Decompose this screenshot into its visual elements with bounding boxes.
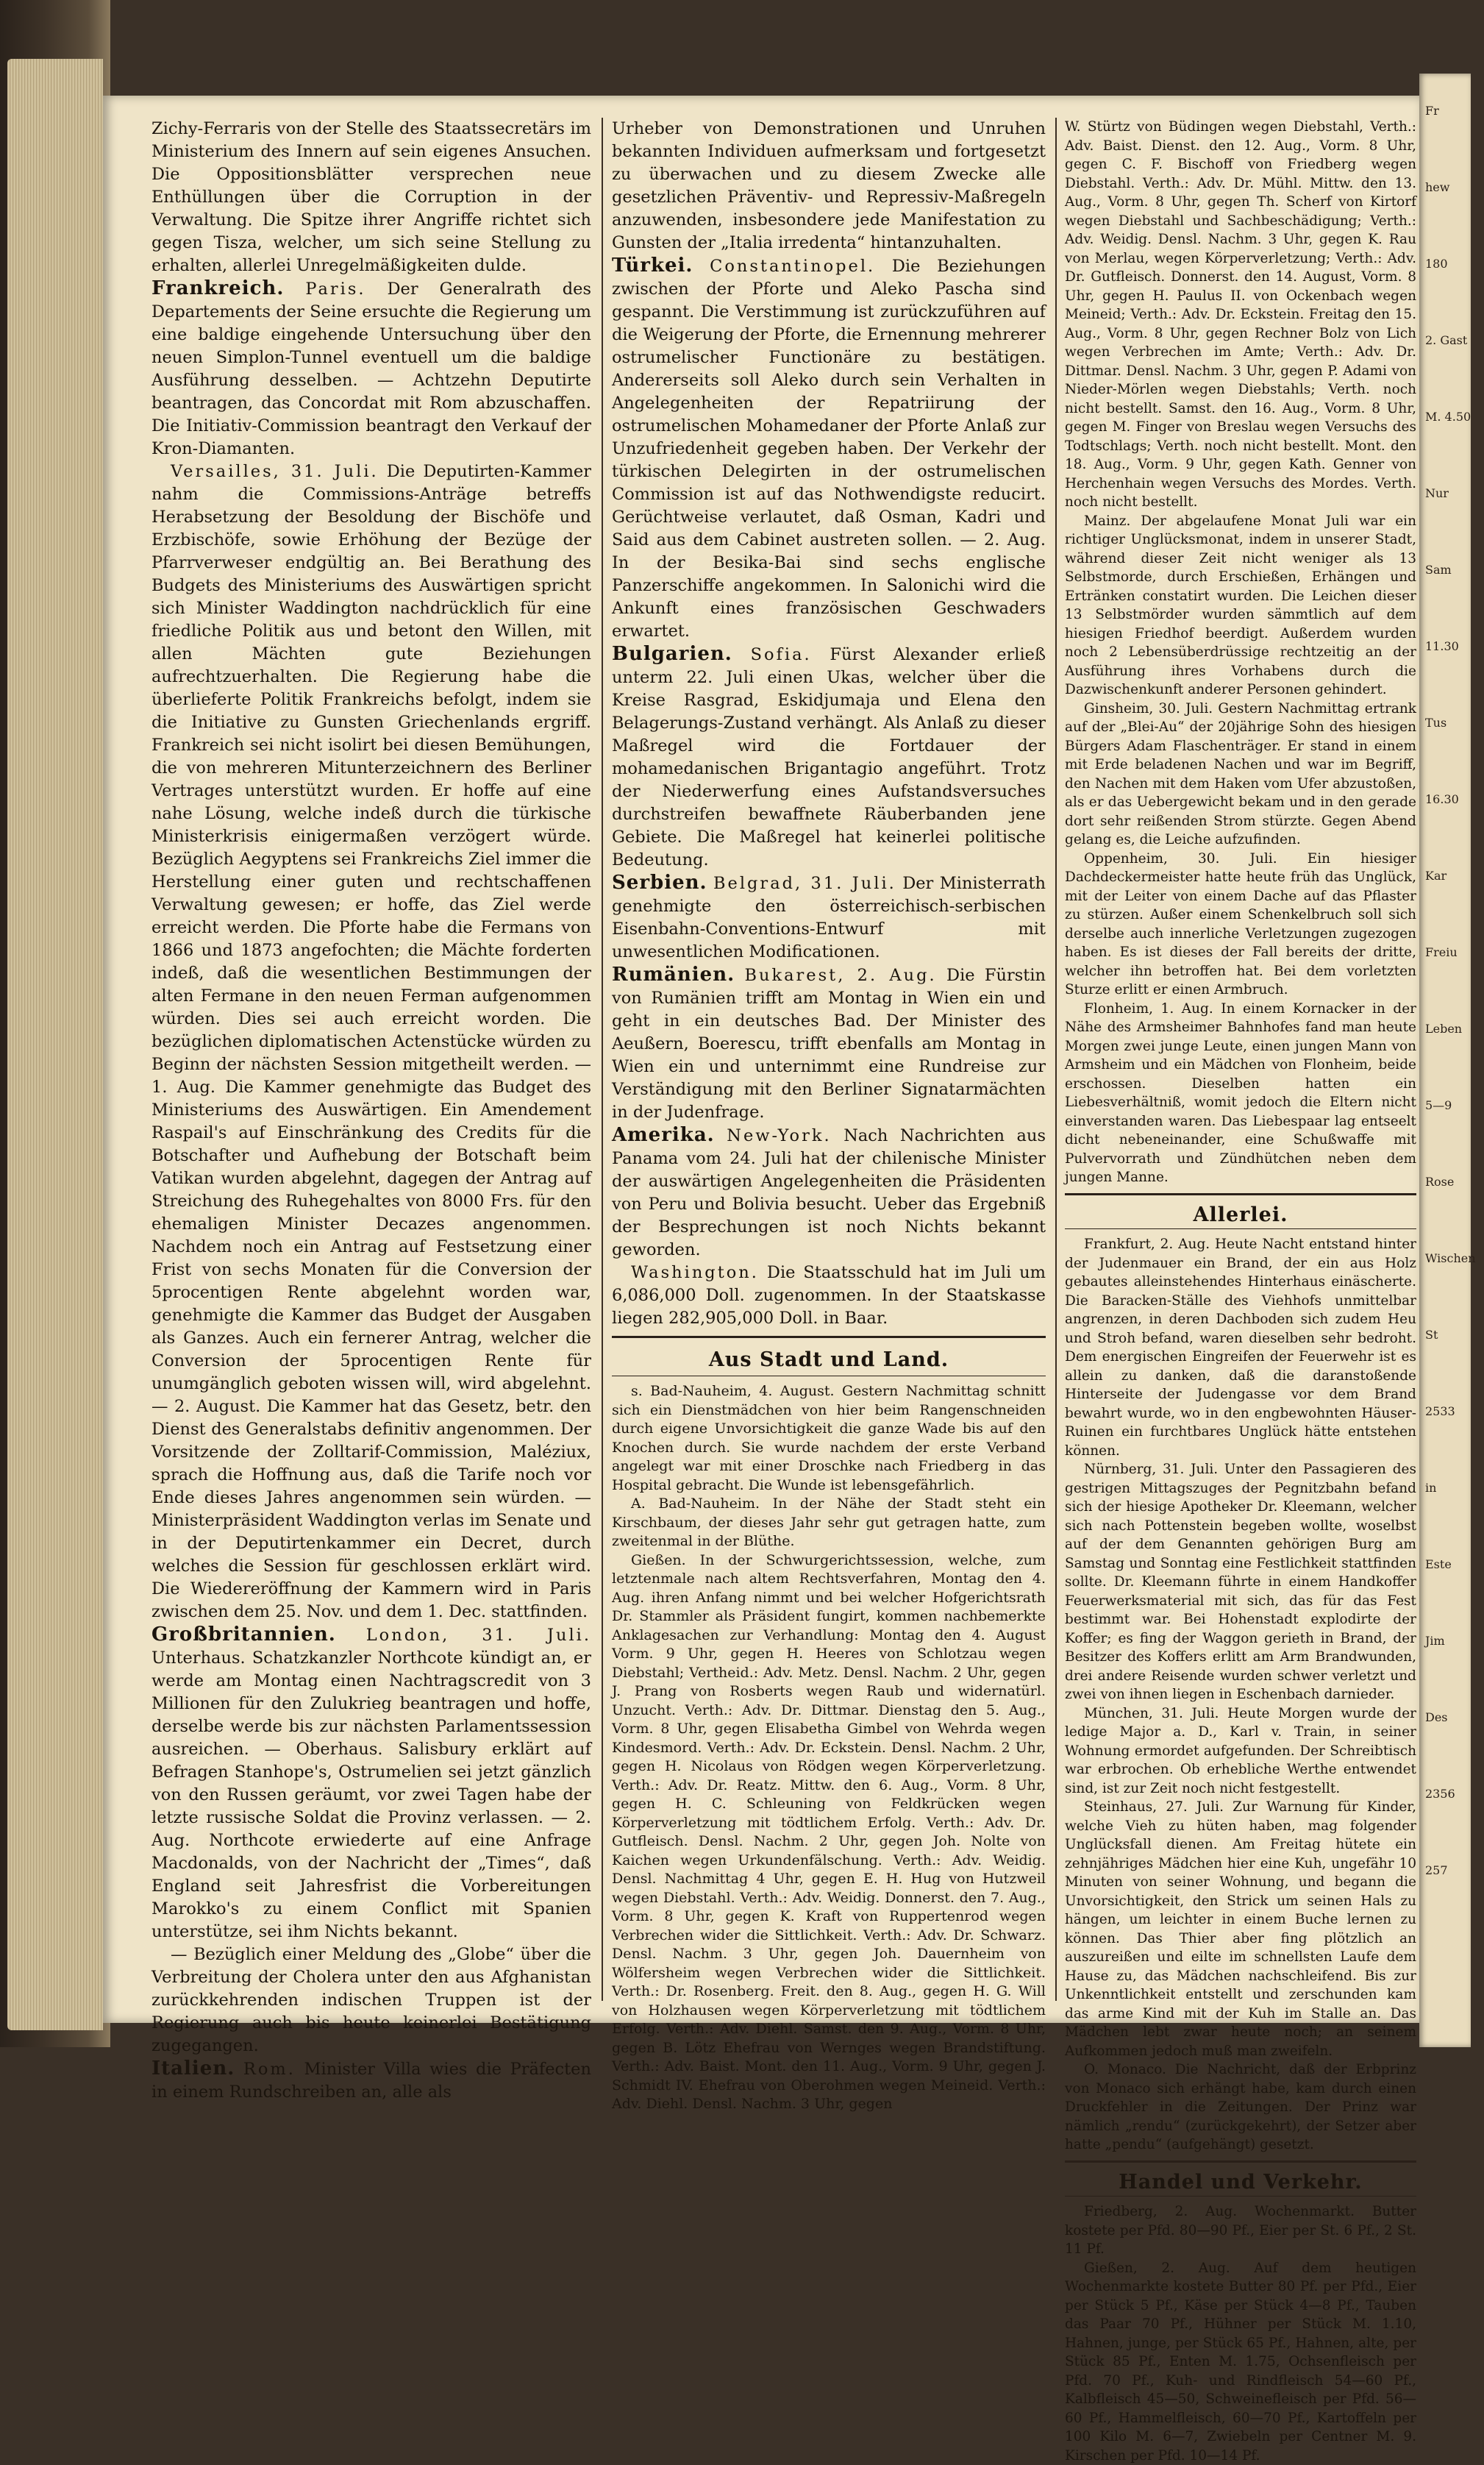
dateline: Versailles, 31. Juli. — [171, 462, 379, 481]
section-heading: Amerika. — [612, 1124, 715, 1146]
adjacent-page-text-fragment: in — [1425, 1480, 1484, 1496]
adjacent-page-text-fragment: 2. Gast — [1425, 332, 1484, 349]
section-heading: Rumänien. — [612, 964, 735, 986]
dateline: Sofia. — [751, 645, 812, 664]
adjacent-page-text-fragment: Tus — [1425, 715, 1484, 731]
adjacent-page-text-fragment: Este — [1425, 1557, 1484, 1573]
section-divider — [1065, 2196, 1416, 2197]
article-bulgarien — [612, 643, 1046, 872]
column-1 — [151, 118, 591, 2001]
column-rule — [1055, 118, 1057, 2001]
section-title: Handel und Verkehr. — [1065, 2173, 1416, 2192]
adjacent-page-text-fragment: hew — [1425, 179, 1484, 196]
column-rule — [602, 118, 603, 2001]
article-frankreich — [151, 277, 591, 460]
dateline: Rom. — [243, 2060, 296, 2079]
local-news-item: A. Bad-Nauheim. In der Nähe der Stadt steht ein Kirschbaum, der dieses Jahr sehr gut getragen hatte, zum zweitenmal in der Blüthe. — [612, 1495, 1046, 1551]
article-text: Die Deputirten-Kammer nahm die Commissions-Anträge betreffs Herabsetzung der Besoldung der Bischöfe und Erzbischöfe, sowie Erhöhung der Bezüge der Pfarrverweser endgültig an. Bei Berathung des Budgets des Ministeriums des Auswärtigen spricht sich Minister Waddington nachdrücklich für eine friedliche Politik aus und betont den Willen, mit allen Mächten gute Beziehungen aufrechtzuerhalten. Die Regierung habe die überlieferte Politik Frankreichs befolgt, indem sie die Initiative zu Gunsten Griechenlands ergriff. Frankreich sei nicht isolirt bei diesen Bemühungen, die von mehreren Mitunterzeichnern des Berliner Vertrages unterstützt wurden. Er hoffe auf eine nahe Lösung, welche indeß durch die türkische Ministerkrisis einigermaßen verzögert würde. Bezüglich Aegyptens sei Frankreichs Ziel immer die Herstellung einer guten und rechtschaffenen Verwaltung gewesen; er hoffe, das Ziel werde erreicht werden. Die Pforte habe die Fermans von 1866 und 1873 angefochten; die Mächte forderten indeß, daß die wesentlichen Bestimmungen der alten Fermane in den neuen Ferman aufgenommen würden. Dies sei auch erreicht worden. Die bezüglichen diplomatischen Actenstücke würden zu Beginn der nächsten Session mitgetheilt werden. — 1. Aug. Die Kammer genehmigte das Budget des Ministeriums des Auswärtigen. Ein Amendement Raspail's auf Einschränkung des Credits für die Botschafter und Aufhebung der Botschaft beim Vatikan wurden abgelehnt, dagegen der Antrag auf Streichung des Ruhegehaltes von 8000 Frs. für den ehemaligen Minister Decazes angenommen. Nachdem noch ein Antrag auf Festsetzung einer Frist von sechs Monaten für die Conversion der 5procentigen Rente abgelehnt worden war, genehmigte die Kammer das Budget der Ausgaben als Ganzes. Auch ein fernerer Antrag, welcher die Conversion der 5procentigen Rente für unumgänglich geboten wissen will, wird abgelehnt. — 2. August. Die Kammer hat das Gesetz, betr. den Dienst des Generalstabs definitiv angenommen. Der Vorsitzende der Zolltarif-Commission, Maléziux, sprach die Hoffnung aus, daß die Tarife noch vor Ende dieses Jahres angenommen sein würden. — Ministerpräsident Waddington verlas im Senate und in der Deputirtenkammer ein Decret, durch welches die Session für geschlossen erklärt wird. Die Wiedereröffnung der Kammern wird in Paris zwischen dem 25. Nov. und dem 1. Dec. stattfinden. — [151, 462, 591, 1621]
article-washington — [612, 1262, 1046, 1330]
section-heading: Serbien. — [612, 872, 707, 894]
adjacent-page-text-fragment: St — [1425, 1327, 1484, 1343]
local-news-item: W. Stürtz von Büdingen wegen Diebstahl, Verth.: Adv. Baist. Dienst. den 12. Aug., Vorm. 8 Uhr, gegen C. F. Bischoff von Friedberg wegen Diebstahl. Verth.: Adv. Dr. Mühl. Mittw. den 13. Aug., Vorm. 8 Uhr, gegen Th. Scherf von Kirtorf wegen Diebstahl und Sachbeschädigung; Verth.: Adv. Weidig. Densl. Nachm. 3 Uhr, gegen K. Rau von Merlau, wegen Körperverletzung; Verth.: Adv. Dr. Gutfleisch. Donnerst. den 14. August, Vorm. 8 Uhr, gegen H. Paulus II. von Ockenbach wegen Meineid; Verth.: Adv. Dr. Eckstein. Freitag den 15. Aug., Vorm. 8 Uhr, gegen Rechner Bolz von Lich wegen Verbrechen im Amte; Verth.: Adv. Dr. Dittmar. Densl. Nachm. 3 Uhr, gegen P. Adami von Nieder-Mörlen wegen Diebstahls; Verth. noch nicht bestellt. Samst. den 16. Aug., Vorm. 8 Uhr, gegen M. Finger von Breslau wegen Versuchs des Todtschlags; Verth. noch nicht bestellt. Mont. den 18. Aug., Vorm. 9 Uhr, gegen Kath. Genner von Herchenhain wegen Versuchs des Mordes. Verth. noch nicht bestellt. — [1065, 118, 1416, 512]
article-rumaenien — [612, 964, 1046, 1124]
market-report: Gießen, 2. Aug. Auf dem heutigen Wochenmarkte kostete Butter 80 Pf. per Pfd., Eier per Stück 5 Pf., Käse per Stück 4—8 Pf., Tauben das Paar 70 Pf., Hühner per Stück M. 1.10, Hahnen, junge, per Stück 65 Pf., Hahnen, alte, per Stück 85 Pf., Enten M. 1.75, Ochsenfleisch per Pfd. 70 Pf., Kuh- und Rindfleisch 54—60 Pf., Kalbfleisch 45—50, Schweinefleisch per Pfd. 56—60 Pf., Hammelfleisch, 60—70 Pf., Kartoffeln per 100 Kilo M. 6—7, Zwiebeln per Centner M. 9. Kirschen per Pfd. 10—14 Pf. — [1065, 2259, 1416, 2465]
local-news-item: Mainz. Der abgelaufene Monat Juli war ein richtiger Unglücksmonat, indem in unserer Stadt, während dieser Zeit nicht weniger als 13 Selbstmorde, durch Erschießen, Erhängen und Ertränken constatirt wurden. Die Leichen dieser 13 Selbstmörder wurden sämmtlich auf dem hiesigen Friedhof beerdigt. Außerdem wurden noch 2 Lebensüberdrüssige rechtzeitig an der Ausführung ihres Vorhabens durch die Dazwischenkunft anderer Personen gehindert. — [1065, 512, 1416, 700]
section-title: Allerlei. — [1065, 1206, 1416, 1225]
adjacent-page-edge — [1419, 74, 1471, 2047]
adjacent-page-text-fragment: Des — [1425, 1710, 1484, 1726]
article-text: Unterhaus. Schatzkanzler Northcote kündigt an, er werde am Montag einen Nachtragscredit von 3 Millionen für den Zulukrieg beantragen und hoffe, derselbe werde bis zur nächsten Parlamentssession ausreichen. — Oberhaus. Salisbury erklärt auf Befragen Stanhope's, Ostrumelien sei jetzt gänzlich von den Russen geräumt, vor zwei Tagen habe der letzte russische Soldat die Provinz verlassen. — 2. Aug. Northcote erwiederte auf eine Anfrage Macdonalds, von der Nachricht der „Times“, daß England seit Jahresfrist die Vorbereitungen Marokko's zu einem Conflict mit Spanien unterstütze, sei ihm Nichts bekannt. — [151, 1648, 591, 1941]
section-divider — [1065, 1228, 1416, 1229]
article-text: Die Fürstin von Rumänien trifft am Montag in Wien ein und geht in ein deutsches Bad. Der Minister des Aeußern, Boerescu, trifft ebenfalls am Montag in Wien ein und unternimmt eine Rundreise zur Verständigung mit den Berliner Signatarmächten in der Judenfrage. — [612, 966, 1046, 1122]
section-heading: Bulgarien. — [612, 643, 732, 665]
dateline: Bukarest, 2. Aug. — [744, 966, 936, 985]
adjacent-page-text-fragment: M. 4.50 — [1425, 409, 1484, 425]
adjacent-page-text-fragment: 2533 — [1425, 1404, 1484, 1420]
section-divider — [1065, 2160, 1416, 2163]
local-news-item: Ginsheim, 30. Juli. Gestern Nachmittag ertrank auf der „Blei-Au“ der 20jährige Sohn des hiesigen Bürgers Adam Flaschenträger. Er stand in einem mit Erde beladenen Nachen und war im Begriff, den Nachen mit dem Haken vom Ufer abzustoßen, als er das Uebergewicht bekam und in den gerade dort sehr reißenden Strom stürzte. Gegen Abend gelang es, die Leiche aufzufinden. — [1065, 700, 1416, 850]
adjacent-page-text-fragment: Fr — [1425, 103, 1484, 119]
article-italien — [151, 2057, 591, 2104]
dateline: Belgrad, 31. Juli. — [713, 874, 896, 893]
local-news-item: Oppenheim, 30. Juli. Ein hiesiger Dachdeckermeister hatte heute früh das Unglück, mit der Leiter von einem Dache auf das Pflaster zu stürzen. Außer einem Schenkelbruch soll sich derselbe auch innerliche Verletzungen zugezogen haben. Es ist dieses der Fall bereits der dritte, welcher ihn betroffen hat. Bei dem vorletzten Sturze erlitt er einen Armbruch. — [1065, 850, 1416, 1000]
column-2 — [612, 118, 1046, 2001]
page-edges — [7, 59, 103, 2030]
article-text: Fürst Alexander erließ unterm 22. Juli einen Ukas, welcher über die Kreise Rasgrad, Eskidjumaja und Elena den Belagerungs-Zustand verhängt. Als Anlaß zu dieser Maßregel wird die Fortdauer der mohamedanischen Brigantagio angeführt. Trotz der Niederwerfung eines Aufstandsversuches durchstreifen bewaffnete Räuberbanden jene Gebiete. Die Maßregel hat keinerlei politische Bedeutung. — [612, 645, 1046, 869]
section-heading: Großbritannien. — [151, 1623, 336, 1646]
section-divider — [612, 1336, 1046, 1338]
adjacent-page-text-fragment: 2356 — [1425, 1786, 1484, 1802]
adjacent-page-text-fragment: 257 — [1425, 1863, 1484, 1879]
article-grossbritannien — [151, 1623, 591, 1943]
adjacent-page-text-fragment: 180 — [1425, 256, 1484, 272]
article-text: Die Beziehungen zwischen der Pforte und Aleko Pascha sind gespannt. Die Verstimmung ist zurückzuführen auf die Weigerung der Pforte, die Ernennung mehrerer ostrumelischer Functionäre zu bestätigen. Andererseits soll Aleko durch sein Verhalten in Angelegenheiten der Repatriirung der ostrumelischen Mohamedaner der Pforte Anlaß zur Unzufriedenheit gegeben haben. Der Verkehr der türkischen Delegirten in der ostrumelischen Commission ist auf das Nothwendigste reducirt. Gerüchtweise verlautet, daß Osman, Kadri und Said aus dem Cabinet austreten sollen. — 2. Aug. In der Besika-Bai sind sechs englische Panzerschiffe angekommen. In Salonichi wird die Ankunft eines französischen Geschwaders erwartet. — [612, 257, 1046, 641]
column-3 — [1065, 118, 1416, 2001]
article-paragraph: — Bezüglich einer Meldung des „Globe“ über die Verbreitung der Cholera unter den aus Afghanistan zurückkehrenden indischen Truppen ist der Regierung auch bis heute keinerlei Bestätigung zugegangen. — [151, 1943, 591, 2057]
article-versailles — [151, 460, 591, 1623]
misc-news-item: München, 31. Juli. Heute Morgen wurde der ledige Major a. D., Karl v. Train, in seiner Wohnung ermordet aufgefunden. Der Schreibtisch war erbrochen. Ob erhebliche Werthe entwendet sind, ist zur Zeit noch nicht festgestellt. — [1065, 1704, 1416, 1799]
article-text: Nach Nachrichten aus Panama vom 24. Juli hat der chilenische Minister der auswärtigen Angelegenheiten die Präsidenten von Peru und Bolivia besucht. Ueber das Ergebniß der Besprechungen ist noch Nichts bekannt geworden. — [612, 1126, 1046, 1259]
dateline: Washington. — [631, 1263, 759, 1282]
article-amerika — [612, 1124, 1046, 1262]
article-text: Der Generalrath des Departements der Seine ersuchte die Regierung um eine baldige eingehende Untersuchung über den neuen Simplon-Tunnel eventuell um die baldige Ausführung desselben. — Achtzehn Deputirte beantragen, das Concordat mit Rom abzuschaffen. Die Initiativ-Commission beantragt den Verkauf der Kron-Diamanten. — [151, 280, 591, 458]
section-heading: Frankreich. — [151, 277, 284, 299]
adjacent-page-text-fragment: 5—9 — [1425, 1098, 1484, 1114]
adjacent-page-text-fragment: Leben — [1425, 1021, 1484, 1037]
newspaper-page — [103, 96, 1419, 2023]
article-paragraph: Zichy-Ferraris von der Stelle des Staatssecretärs im Ministerium des Innern auf sein eigenes Ansuchen. Die Oppositionsblätter versprechen neue Enthüllungen über die Corruption in der Verwaltung. Die Spitze ihrer Angriffe richtet sich gegen Tisza, welcher, um sich seine Stellung zu erhalten, allerlei Unregelmäßigkeiten dulde. — [151, 118, 591, 277]
dateline: Constantinopel. — [710, 257, 875, 276]
misc-news-item: O. Monaco. Die Nachricht, daß der Erbprinz von Monaco sich erhängt habe, kam durch einen Druckfehler in die Zeitungen. Der Prinz war nämlich „rendu“ (zurückgekehrt), der Setzer aber hatte „pendu“ (aufgehängt) gesetzt. — [1065, 2060, 1416, 2155]
adjacent-page-text-fragment: Rose — [1425, 1174, 1484, 1190]
misc-news-item: Nürnberg, 31. Juli. Unter den Passagieren des gestrigen Mittagszuges der Pegnitzbahn befand sich der hiesige Apotheker Dr. Kleemann, welcher sich nach Pottenstein begeben wollte, woselbst auf der dem Genannten gehörigen Burg am Samstag und Sonntag eine Festlichkeit stattfinden sollte. Dr. Kleemann führte in einem Handkoffer Feuerwerksmaterial mit sich, das für das Fest bestimmt war. Bei Hohenstadt explodirte der Koffer; es fing der Waggon gerieth in Brand, der Besitzer des Koffers erlitt am Arm Brandwunden, drei andere Reisende wurden schwer verletzt und zwei von ihnen liegen in Eschenbach darnieder. — [1065, 1460, 1416, 1704]
article-text: Die Staatsschuld hat im Juli um 6,086,000 Doll. zugenommen. In der Staatskasse liegen 282,905,000 Doll. in Baar. — [612, 1263, 1046, 1328]
article-paragraph: Urheber von Demonstrationen und Unruhen bekannten Individuen aufmerksam und fortgesetzt zu überwachen und zu diesem Zwecke alle gesetzlichen Präventiv- und Repressiv-Maßregeln anzuwenden, insbesondere jede Manifestation zu Gunsten der „Italia irredenta“ hintanzuhalten. — [612, 118, 1046, 255]
article-text: Minister Villa wies die Präfecten in einem Rundschreiben an, alle als — [151, 2060, 591, 2102]
misc-news-item: Steinhaus, 27. Juli. Zur Warnung für Kinder, welche Vieh zu hüten haben, mag folgender Unglücksfall dienen. Am Freitag hütete ein zehnjähriges Mädchen hier eine Kuh, ungefähr 10 Minuten von seiner Wohnung, und begann die Unvorsichtigkeit, den Strick um seinen Hals zu hängen, um leichter in einem Buche lernen zu können. Das Thier aber fing plötzlich an auszureißen und eilte im schnellsten Laufe dem Hause zu, das Mädchen nachschleifend. Bis zur Unkenntlichkeit entstellt und zerschunden kam das arme Kind mit der Kuh im Stalle an. Das Mädchen lebt zwar heute noch; an seinem Aufkommen jedoch muß man zweifeln. — [1065, 1798, 1416, 2060]
section-heading: Türkei. — [612, 255, 693, 277]
adjacent-page-text-fragment: 16.30 — [1425, 792, 1484, 808]
adjacent-page-text-fragment: Kar — [1425, 868, 1484, 884]
adjacent-page-text-fragment: Freiu — [1425, 945, 1484, 961]
article-text: Der Ministerrath genehmigte den österreichisch-serbischen Eisenbahn-Conventions-Entwurf mit unwesentlichen Modificationen. — [612, 874, 1046, 961]
adjacent-page-text-fragment: Nur — [1425, 485, 1484, 502]
article-serbien — [612, 872, 1046, 964]
dateline: Paris. — [305, 280, 365, 299]
article-tuerkei — [612, 255, 1046, 643]
adjacent-page-text-fragment: Wischen — [1425, 1251, 1484, 1267]
section-title: Aus Stadt und Land. — [612, 1348, 1046, 1371]
local-news-item: Flonheim, 1. Aug. In einem Kornacker in der Nähe des Armsheimer Bahnhofes fand man heute Morgen zwei junge Leute, einen jungen Mann von Armsheim und ein Mädchen von Flonheim, beide erschossen. Dieselben hatten ein Liebesverhältniß, womit jedoch die Eltern nicht einverstanden waren. Das Liebespaar lag entseelt dicht nebeneinander, eine Schußwaffe mit Pulvervorrath und Zündhütchen neben dem jungen Manne. — [1065, 1000, 1416, 1187]
misc-news-item: Frankfurt, 2. Aug. Heute Nacht entstand hinter der Judenmauer ein Brand, der ein aus Holz gebautes alleinstehendes Hinterhaus einäscherte. Die Baracken-Ställe des Viehhofs unmittelbar angrenzen, in deren Dachboden sich zudem Heu und Stroh befand, waren dieselben sehr bedroht. Dem energischen Eingreifen der Feuerwehr ist es allein zu danken, daß die daranstoßende Hinterseite der Judengasse vor dem Brand bewahrt wurde, wo in den engbewohnten Häuser-Ruinen ein furchtbares Unglück hätte entstehen können. — [1065, 1235, 1416, 1460]
market-report: Friedberg, 2. Aug. Wochenmarkt. Butter kostete per Pfd. 80—90 Pf., Eier per St. 6 Pf., 2 St. 11 Pf. — [1065, 2202, 1416, 2259]
dateline: New-York. — [727, 1126, 831, 1145]
dateline: London, 31. Juli. — [366, 1626, 591, 1645]
section-heading: Italien. — [151, 2057, 235, 2080]
adjacent-page-text-fragment: Sam — [1425, 562, 1484, 578]
adjacent-page-text-fragment: Jim — [1425, 1633, 1484, 1649]
local-news-item: Gießen. In der Schwurgerichtssession, welche, zum letztenmale nach altem Rechtsverfahren, Montag den 4. Aug. ihren Anfang nimmt und bei welcher Hofgerichtsrath Dr. Stammler als Präsident fungirt, kommen nachbemerkte Anklagesachen zur Verhandlung: Montag den 4. August Vorm. 9 Uhr, gegen H. Heeres von Schlotzau wegen Diebstahl; Vertheid.: Adv. Metz. Densl. Nachm. 2 Uhr, gegen J. Prang von Rosberts wegen Raub und widernatürl. Unzucht. Verth.: Adv. Dr. Dittmar. Dienstag den 5. Aug., Vorm. 8 Uhr, gegen Elisabetha Gimbel von Wehrda wegen Kindesmord. Verth.: Adv. Dr. Eckstein. Densl. Nachm. 2 Uhr, gegen H. Nicolaus von Rödgen wegen Körperverletzung. Verth.: Adv. Dr. Reatz. Mittw. den 6. Aug., Vorm. 8 Uhr, gegen H. C. Schleuning von Feldkrücken wegen Körperverletzung mit tödtlichem Erfolg. Verth.: Adv. Dr. Gutfleisch. Densl. Nachm. 2 Uhr, gegen Joh. Nolte von Kaichen wegen Urkundenfälschung. Verth.: Adv. Weidig. Densl. Nachmittag 4 Uhr, gegen E. H. Hug von Hutzweil wegen Diebstahl. Verth.: Adv. Weidig. Donnerst. den 7. Aug., Vorm. 8 Uhr, gegen K. Kraft von Ruppertenrod wegen Verbrechen wider die Sittlichkeit. Verth.: Adv. Dr. Schwarz. Densl. Nachm. 3 Uhr, gegen Joh. Dauernheim von Wölfersheim wegen Verbrechen wider die Sittlichkeit. Verth.: Dr. Rosenberg. Freit. den 8. Aug., gegen H. G. Will von Holzhausen wegen Körperverletzung mit tödtlichem Erfolg. Verth.: Adv. Diehl. Samst. den 9. Aug., Vorm. 8 Uhr, gegen B. Lötz Ehefrau von Wernges wegen Brandstiftung. Verth.: Adv. Baist. Mont. den 11. Aug., Vorm. 9 Uhr, gegen J. Schmidt IV. Ehefrau von Oberohmen wegen Meineid. Verth.: Adv. Diehl. Densl. Nachm. 3 Uhr, gegen — [612, 1551, 1046, 2114]
adjacent-page-text-fragment: 11.30 — [1425, 639, 1484, 655]
local-news-item: s. Bad-Nauheim, 4. August. Gestern Nachmittag schnitt sich ein Dienstmädchen von hier beim Rangenschneiden durch eigene Unvorsichtigkeit die ganze Wade bis auf den Knochen durch. Sie wurde nachdem der erste Verband angelegt war mit einer Droschke nach Friedberg in das Hospital gebracht. Die Wunde ist lebensgefährlich. — [612, 1382, 1046, 1495]
section-divider — [1065, 1193, 1416, 1195]
